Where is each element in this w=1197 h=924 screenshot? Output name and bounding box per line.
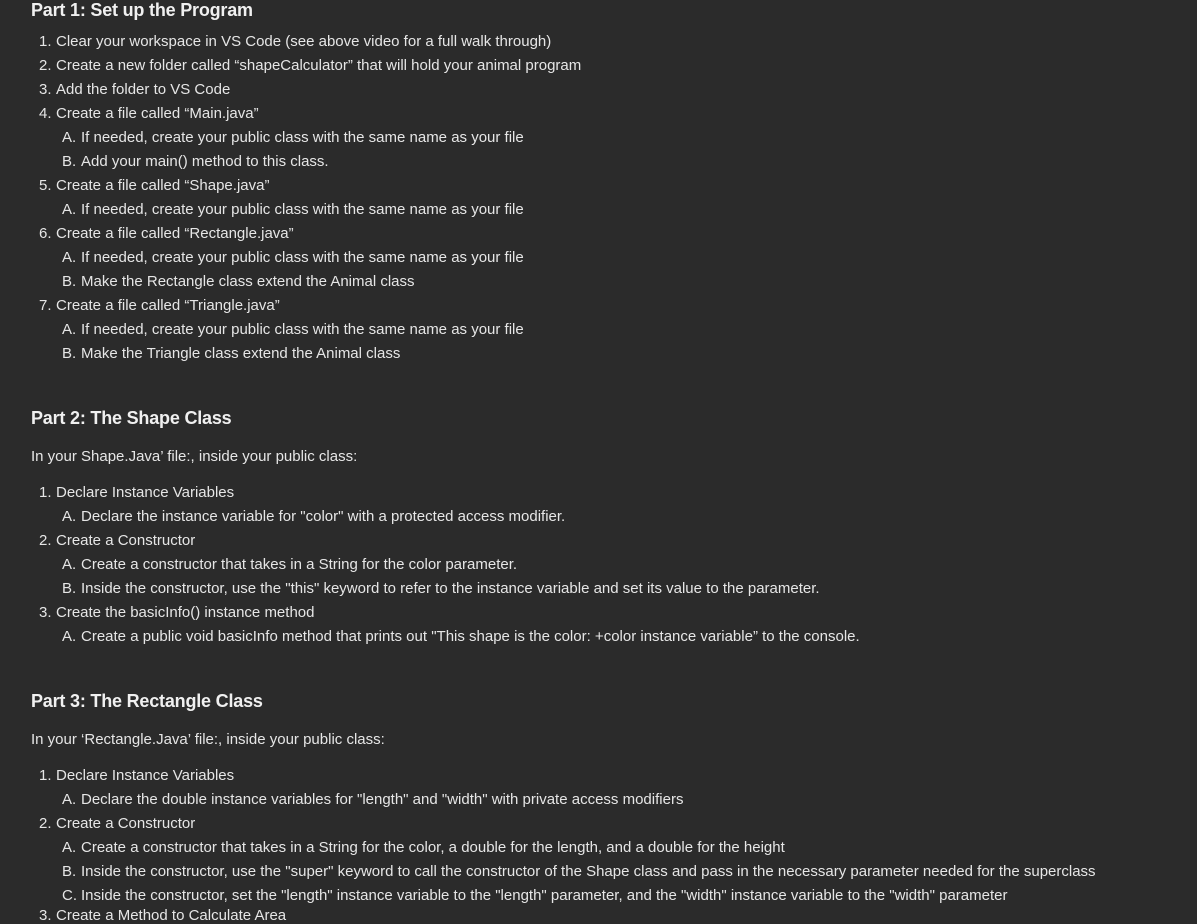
list-number: 3. — [39, 604, 52, 621]
list-item — [39, 532, 195, 549]
list-number: 3. — [39, 81, 52, 98]
part2-intro: In your Shape.Java’ file:, inside your public class: — [31, 448, 358, 465]
sub-item — [62, 580, 820, 597]
sub-item — [62, 345, 400, 362]
list-number: 7. — [39, 297, 52, 314]
list-item — [39, 57, 581, 74]
list-text: Create a file called “Rectangle.java” — [56, 225, 294, 242]
sub-item — [62, 201, 524, 218]
sub-item — [62, 129, 524, 146]
sub-letter: A. — [62, 201, 77, 218]
sub-letter: A. — [62, 508, 77, 525]
list-item — [39, 177, 269, 194]
list-item — [39, 484, 234, 501]
part1-heading: Part 1: Set up the Program — [31, 0, 253, 20]
list-text: Declare Instance Variables — [56, 484, 235, 501]
sub-item — [62, 508, 565, 525]
sub-text: Create a constructor that takes in a String for the color, a double for the length, and a double for the height — [81, 839, 785, 856]
sub-letter: A. — [62, 839, 77, 856]
sub-text: If needed, create your public class with the same name as your file — [81, 321, 524, 338]
list-number: 1. — [39, 33, 52, 50]
sub-text: If needed, create your public class with the same name as your file — [81, 201, 524, 218]
sub-text: Make the Rectangle class extend the Animal class — [81, 273, 415, 290]
list-item — [39, 105, 259, 122]
sub-item — [62, 321, 524, 338]
list-item — [39, 81, 230, 98]
sub-letter: A. — [62, 249, 77, 266]
part3-intro: In your ‘Rectangle.Java’ file:, inside your public class: — [31, 731, 385, 748]
sub-letter: C. — [62, 887, 77, 904]
sub-text: If needed, create your public class with the same name as your file — [81, 249, 524, 266]
list-text: Create a file called “Triangle.java” — [56, 297, 280, 314]
sub-item — [62, 556, 517, 573]
sub-item — [62, 791, 683, 808]
sub-item — [62, 863, 1096, 880]
sub-letter: A. — [62, 129, 77, 146]
sub-text: Add your main() method to this class. — [81, 153, 329, 170]
list-number: 5. — [39, 177, 52, 194]
list-text: Create a file called “Shape.java” — [56, 177, 270, 194]
list-text: Create a Constructor — [56, 532, 196, 549]
sub-letter: A. — [62, 791, 77, 808]
list-item — [39, 815, 195, 832]
list-text: Create a file called “Main.java” — [56, 105, 259, 122]
list-number: 2. — [39, 532, 52, 549]
sub-letter: A. — [62, 556, 77, 573]
sub-letter: B. — [62, 580, 77, 597]
list-item — [39, 767, 234, 784]
sub-item — [62, 249, 524, 266]
sub-text: Inside the constructor, set the "length" instance variable to the "length" parameter, and the "width" instance variable to the "width" parameter — [81, 887, 1008, 904]
sub-text: Declare the double instance variables for "length" and "width" with private access modifiers — [81, 791, 684, 808]
list-text: Declare Instance Variables — [56, 767, 235, 784]
sub-text: Create a public void basicInfo method that prints out "This shape is the color: +color instance variable” to the console. — [81, 628, 860, 645]
list-number: 2. — [39, 815, 52, 832]
list-item — [39, 907, 286, 924]
sub-letter: B. — [62, 863, 77, 880]
list-text: Add the folder to VS Code — [56, 81, 231, 98]
sub-item — [62, 273, 415, 290]
list-number: 1. — [39, 767, 52, 784]
list-number: 6. — [39, 225, 52, 242]
list-text: Create a Method to Calculate Area — [56, 907, 287, 924]
sub-item — [62, 153, 329, 170]
list-text: Create a new folder called “shapeCalculator” that will hold your animal program — [56, 57, 582, 74]
sub-text: Make the Triangle class extend the Animal class — [81, 345, 401, 362]
sub-item — [62, 839, 785, 856]
sub-text: Create a constructor that takes in a String for the color parameter. — [81, 556, 518, 573]
sub-item — [62, 628, 860, 645]
sub-text: Inside the constructor, use the "this" keyword to refer to the instance variable and set its value to the parameter. — [81, 580, 820, 597]
part2-heading: Part 2: The Shape Class — [31, 408, 232, 428]
list-number: 2. — [39, 57, 52, 74]
list-item — [39, 604, 314, 621]
list-item — [39, 225, 294, 242]
sub-letter: A. — [62, 321, 77, 338]
part3-heading: Part 3: The Rectangle Class — [31, 691, 263, 711]
sub-letter: B. — [62, 345, 77, 362]
list-number: 1. — [39, 484, 52, 501]
sub-letter: B. — [62, 273, 77, 290]
list-number: 4. — [39, 105, 52, 122]
sub-text: Declare the instance variable for "color" with a protected access modifier. — [81, 508, 566, 525]
list-number: 3. — [39, 907, 52, 924]
list-item — [39, 297, 280, 314]
list-text: Create the basicInfo() instance method — [56, 604, 315, 621]
sub-text: Inside the constructor, use the "super" keyword to call the constructor of the Shape class and pass in the necessary parameter needed for the superclass — [81, 863, 1096, 880]
list-text: Clear your workspace in VS Code (see above video for a full walk through) — [56, 33, 552, 50]
list-item — [39, 33, 551, 50]
list-text: Create a Constructor — [56, 815, 196, 832]
sub-letter: B. — [62, 153, 77, 170]
sub-text: If needed, create your public class with the same name as your file — [81, 129, 524, 146]
sub-letter: A. — [62, 628, 77, 645]
sub-item — [62, 887, 1007, 904]
